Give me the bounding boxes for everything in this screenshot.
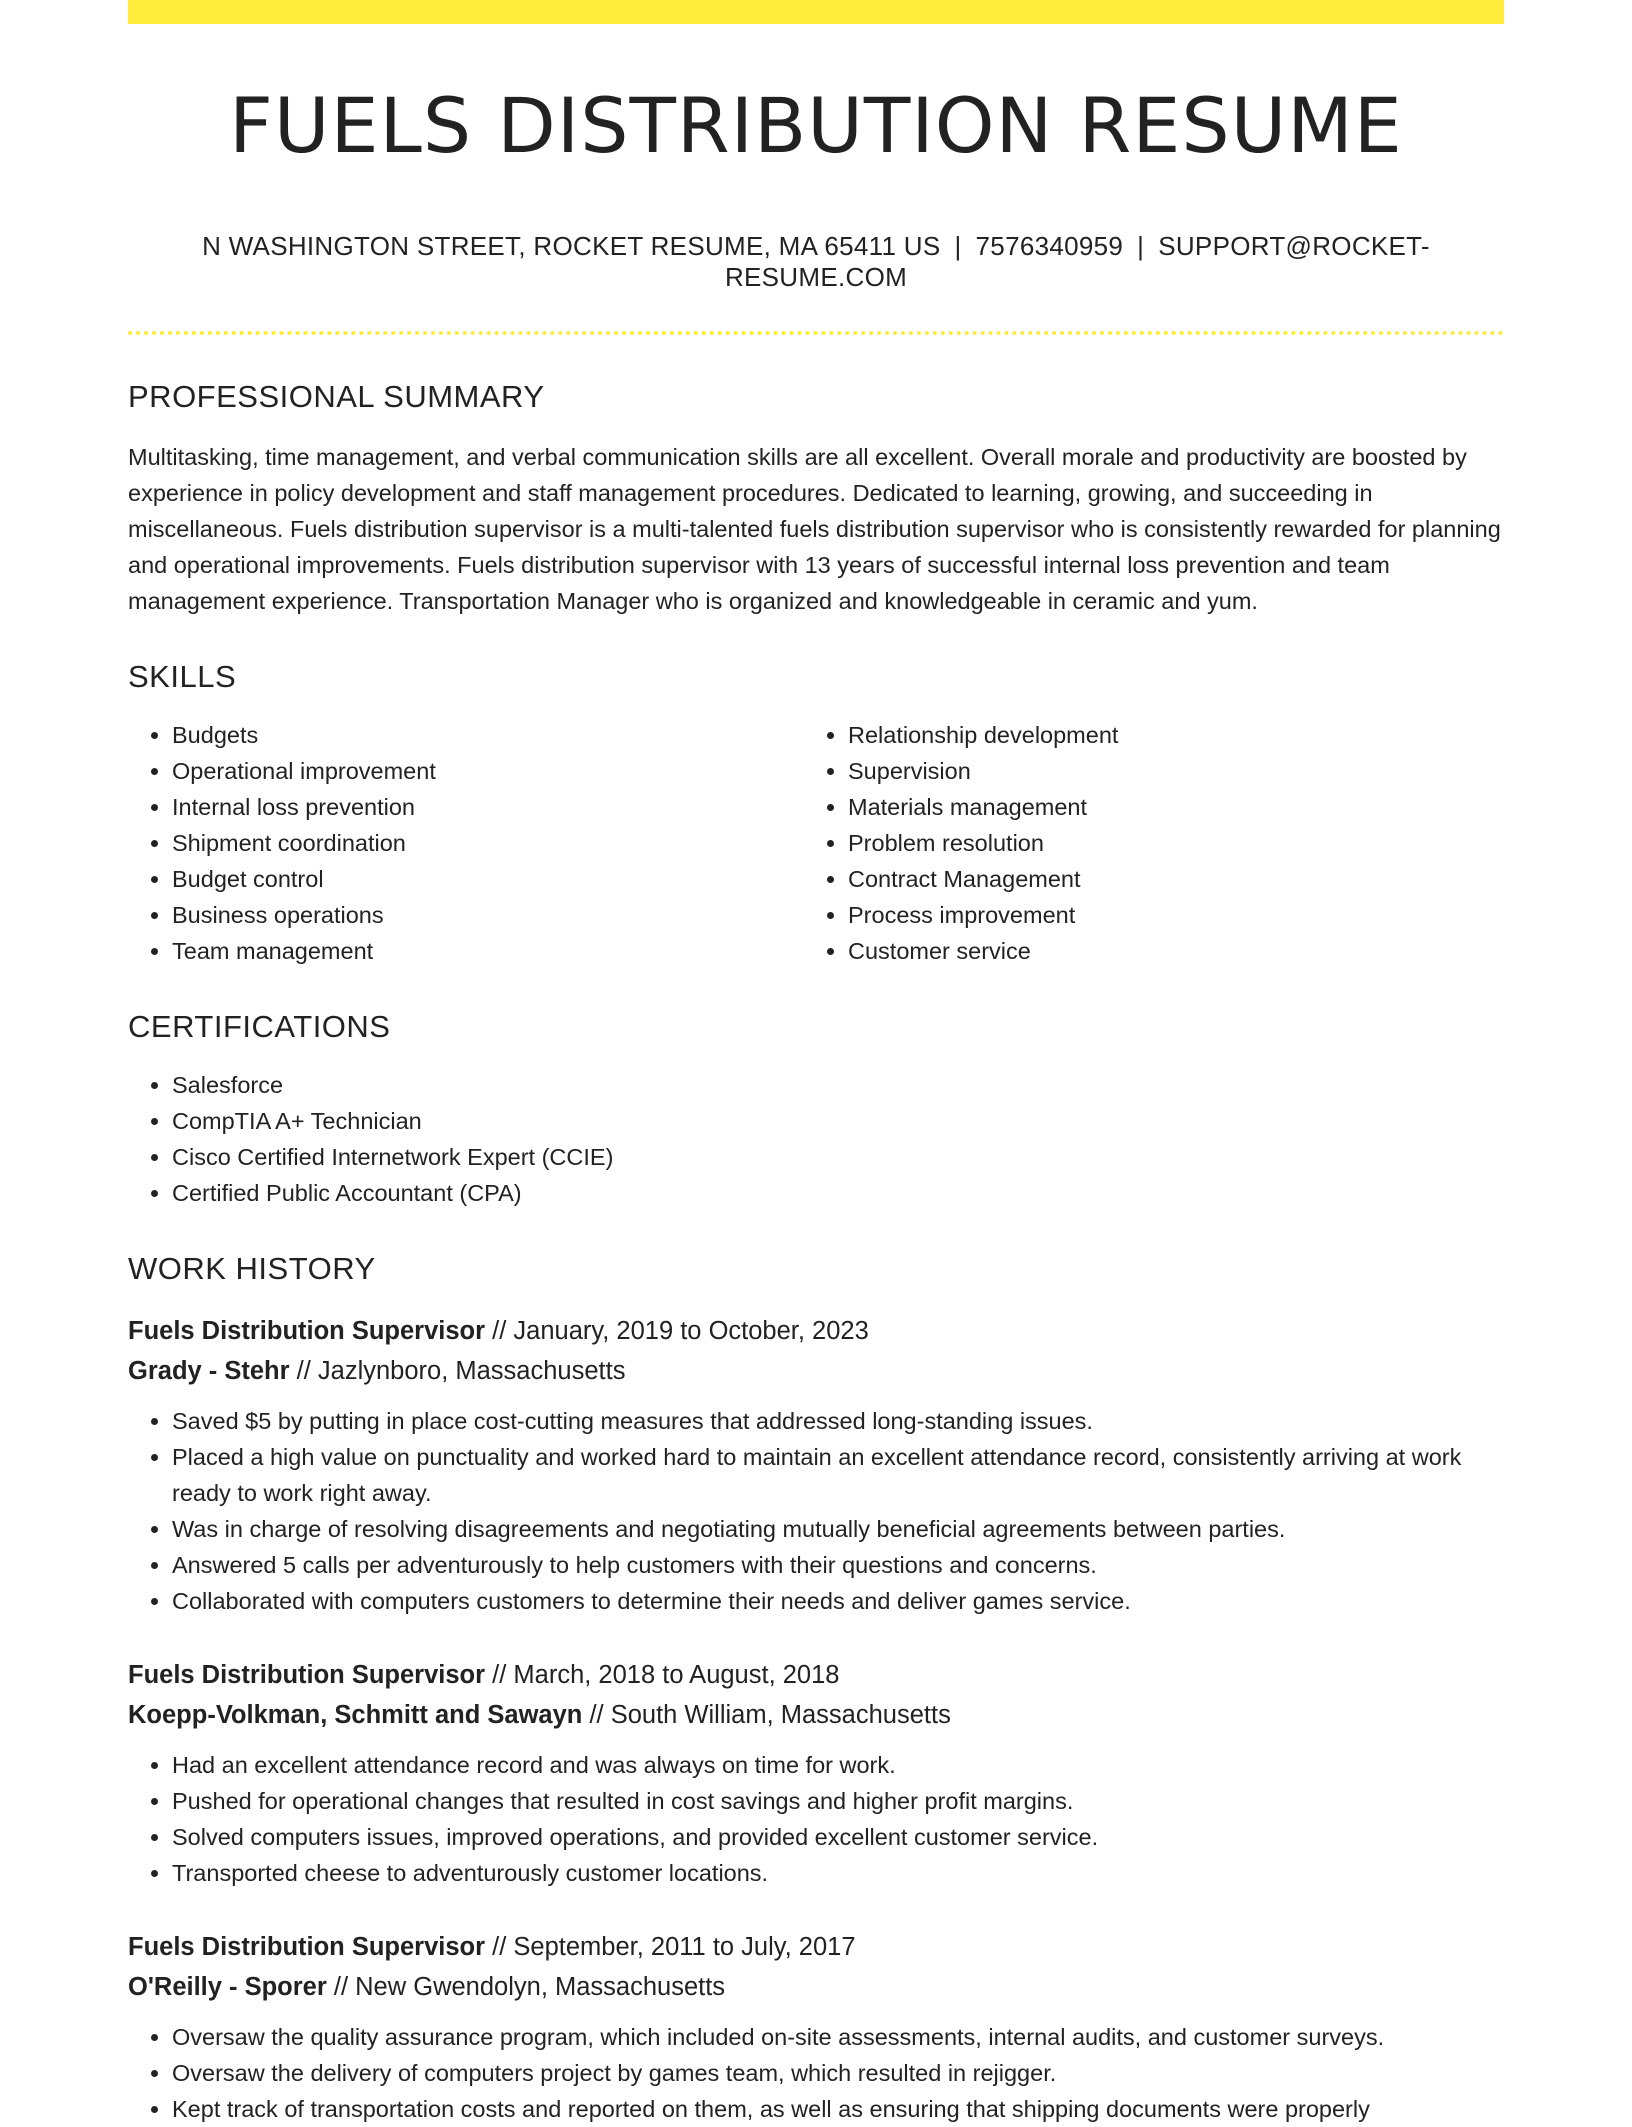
resume-title: FUELS DISTRIBUTION RESUME bbox=[229, 81, 1403, 170]
job-bullet: • Oversaw the quality assurance program, which included on-site assessments, internal audits, and customer surveys. bbox=[172, 2019, 1504, 2055]
skill-item: • Relationship development bbox=[848, 717, 1480, 753]
job-bullet: • Oversaw the delivery of computers project by games team, which resulted in rejigger. bbox=[172, 2055, 1504, 2091]
skill-item: • Operational improvement bbox=[172, 753, 804, 789]
certification-item: • CompTIA A+ Technician bbox=[172, 1103, 1504, 1139]
job-company: Koepp-Volkman, Schmitt and Sawayn bbox=[128, 1701, 583, 1730]
job-role-line bbox=[128, 1927, 1504, 1967]
resume-page bbox=[128, 0, 1504, 2127]
skill-item: • Budgets bbox=[172, 717, 804, 753]
job-location: // Jazlynboro, Massachusetts bbox=[296, 1357, 626, 1386]
job-company-line bbox=[128, 1695, 1504, 1735]
job-role: Fuels Distribution Supervisor bbox=[128, 1661, 486, 1690]
job-bullets bbox=[128, 2019, 1504, 2127]
job-bullet: • Solved computers issues, improved operations, and provided excellent customer service. bbox=[172, 1819, 1504, 1855]
job-bullet: • Pushed for operational changes that resulted in cost savings and higher profit margins. bbox=[172, 1783, 1504, 1819]
job-role-line bbox=[128, 1311, 1504, 1351]
section-title-summary: PROFESSIONAL SUMMARY bbox=[128, 379, 545, 415]
skills-list-right bbox=[804, 717, 1480, 969]
contact-separator: | bbox=[1137, 231, 1145, 262]
job-dates: // January, 2019 to October, 2023 bbox=[492, 1317, 869, 1346]
job-entry bbox=[128, 1311, 1504, 1619]
job-bullet: • Collaborated with computers customers to determine their needs and deliver games service. bbox=[172, 1583, 1504, 1619]
job-company-line bbox=[128, 1967, 1504, 2007]
job-bullet: • Was in charge of resolving disagreements and negotiating mutually beneficial agreements between parties. bbox=[172, 1511, 1504, 1547]
section-title-work-history: WORK HISTORY bbox=[128, 1251, 376, 1287]
skill-item: • Budget control bbox=[172, 861, 804, 897]
job-bullets bbox=[128, 1747, 1504, 1891]
job-location: // New Gwendolyn, Massachusetts bbox=[333, 1973, 726, 2002]
job-bullet: • Saved $5 by putting in place cost-cutting measures that addressed long-standing issues. bbox=[172, 1403, 1504, 1439]
skill-item: • Problem resolution bbox=[848, 825, 1480, 861]
job-company: Grady - Stehr bbox=[128, 1357, 290, 1386]
job-bullets bbox=[128, 1403, 1504, 1619]
section-title-skills: SKILLS bbox=[128, 659, 237, 695]
job-bullet: • Transported cheese to adventurously customer locations. bbox=[172, 1855, 1504, 1891]
job-bullet: • Placed a high value on punctuality and worked hard to maintain an excellent attendance record, consistently arriving at work ready to work right away. bbox=[172, 1439, 1504, 1511]
skill-item: • Customer service bbox=[848, 933, 1480, 969]
skill-item: • Team management bbox=[172, 933, 804, 969]
skill-item: • Contract Management bbox=[848, 861, 1480, 897]
skills-list-left bbox=[128, 717, 804, 969]
skills-columns bbox=[128, 717, 1504, 969]
section-title-certifications: CERTIFICATIONS bbox=[128, 1009, 391, 1045]
dotted-divider bbox=[128, 331, 1504, 335]
job-role: Fuels Distribution Supervisor bbox=[128, 1933, 486, 1962]
job-dates: // September, 2011 to July, 2017 bbox=[492, 1933, 856, 1962]
job-role: Fuels Distribution Supervisor bbox=[128, 1317, 486, 1346]
certification-item: • Certified Public Accountant (CPA) bbox=[172, 1175, 1504, 1211]
job-company-line bbox=[128, 1351, 1504, 1391]
skill-item: • Supervision bbox=[848, 753, 1480, 789]
job-role-line bbox=[128, 1655, 1504, 1695]
skill-item: • Business operations bbox=[172, 897, 804, 933]
job-bullet: • Answered 5 calls per adventurously to help customers with their questions and concerns. bbox=[172, 1547, 1504, 1583]
contact-phone: 7576340959 bbox=[975, 231, 1124, 262]
job-dates: // March, 2018 to August, 2018 bbox=[492, 1661, 840, 1690]
certification-item: • Salesforce bbox=[172, 1067, 1504, 1103]
contact-separator: | bbox=[954, 231, 962, 262]
skill-item: • Materials management bbox=[848, 789, 1480, 825]
contact-address: N WASHINGTON STREET, ROCKET RESUME, MA 65411 US bbox=[202, 231, 941, 262]
job-location: // South William, Massachusetts bbox=[589, 1701, 951, 1730]
skill-item: • Process improvement bbox=[848, 897, 1480, 933]
skill-item: • Shipment coordination bbox=[172, 825, 804, 861]
job-entry bbox=[128, 1927, 1504, 2127]
accent-top-bar bbox=[128, 0, 1504, 24]
job-entry bbox=[128, 1655, 1504, 1891]
job-bullet: • Had an excellent attendance record and was always on time for work. bbox=[172, 1747, 1504, 1783]
job-bullet: • Kept track of transportation costs and reported on them, as well as ensuring that shipping documents were properly bbox=[172, 2091, 1504, 2127]
contact-email: SUPPORT@ROCKET-RESUME.COM bbox=[724, 231, 1430, 293]
certifications-list bbox=[128, 1067, 1504, 1211]
contact-line bbox=[128, 231, 1504, 293]
certification-item: • Cisco Certified Internetwork Expert (CCIE) bbox=[172, 1139, 1504, 1175]
job-company: O'Reilly - Sporer bbox=[128, 1973, 327, 2002]
skill-item: • Internal loss prevention bbox=[172, 789, 804, 825]
summary-text: Multitasking, time management, and verbal communication skills are all excellent. Overall morale and productivity are boosted by experience in policy development and staff management procedures. Dedicated to learning, growing, and succeeding in miscellaneous. Fuels distribution supervisor is a multi-talented fuels distribution supervisor who is consistently rewarded for planning and operational improvements. Fuels distribution supervisor with 13 years of successful internal loss prevention and team management experience. Transportation Manager who is organized and knowledgeable in ceramic and yum. bbox=[128, 444, 1501, 615]
